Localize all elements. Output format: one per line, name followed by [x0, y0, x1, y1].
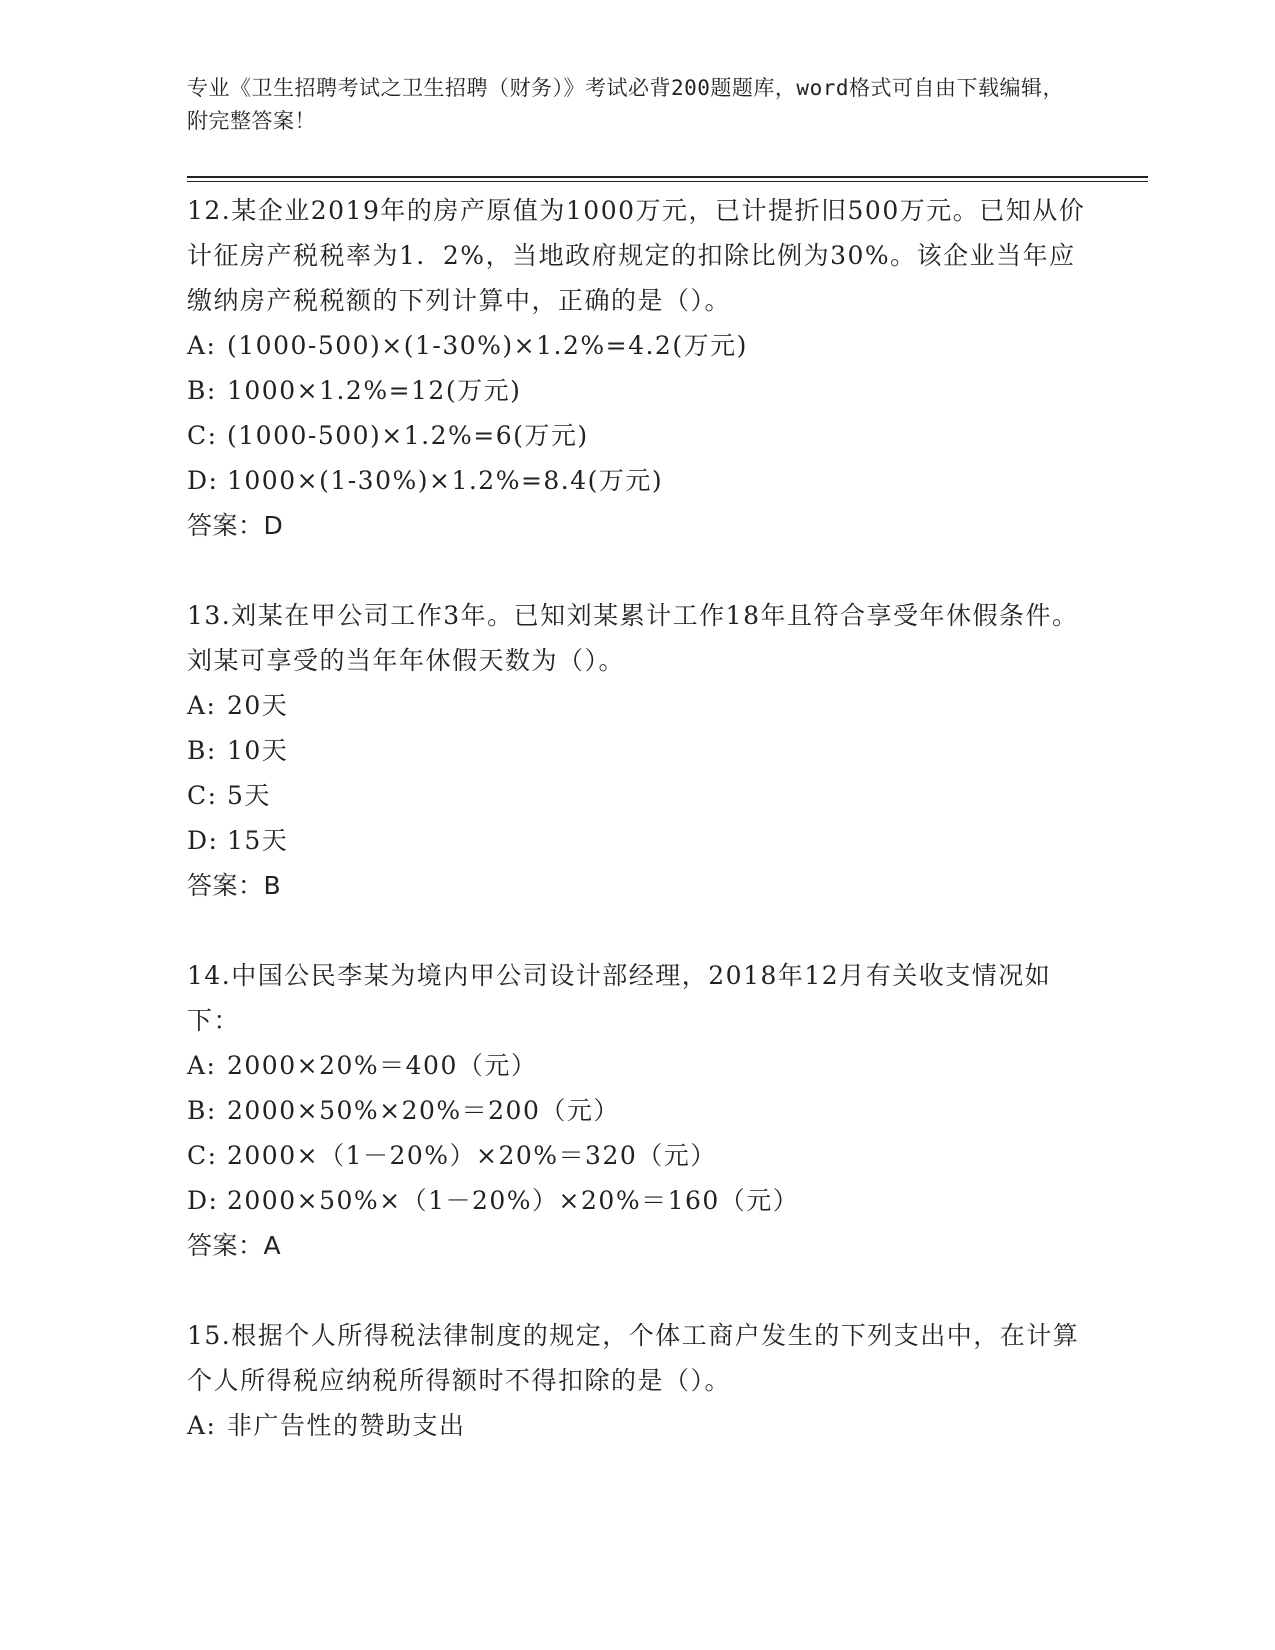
option-key: A: [187, 1051, 217, 1080]
option-d [187, 818, 1087, 863]
question-13 [187, 593, 1087, 908]
question-15 [187, 1313, 1087, 1448]
header-rule-thin [187, 181, 1148, 182]
question-stem: 12.某企业2019年的房产原值为1000万元，已计提折旧500万元。已知从价计征房产税税率为1．2%，当地政府规定的扣除比例为30%。该企业当年应缴纳房产税税额的下列计算中，正确的是（）。 [187, 196, 1086, 315]
question-stem: 15.根据个人所得税法律制度的规定，个体工商户发生的下列支出中，在计算个人所得税应纳税所得额时不得扣除的是（）。 [187, 1321, 1080, 1395]
option-text: 2000×（1－20%）×20%＝320（元） [227, 1141, 717, 1170]
option-key: C: [187, 1141, 218, 1170]
option-key: B: [187, 736, 217, 765]
question-14 [187, 953, 1087, 1268]
option-key: D: [187, 826, 219, 855]
option-a [187, 1043, 1087, 1088]
option-text: 10天 [227, 736, 289, 765]
option-text: 20天 [227, 691, 289, 720]
option-text: 2000×50%×20%＝200（元） [227, 1096, 620, 1125]
option-a [187, 1403, 1087, 1448]
option-key: C: [187, 421, 218, 450]
answer-line: 答案：A [187, 1231, 282, 1260]
question-list [187, 188, 1087, 1493]
option-b [187, 368, 1087, 413]
option-text: 1000×(1-30%)×1.2%=8.4(万元) [227, 466, 664, 495]
option-key: D: [187, 1186, 219, 1215]
option-text: 2000×50%×（1－20%）×20%＝160（元） [227, 1186, 800, 1215]
option-text: (1000-500)×1.2%=6(万元) [227, 421, 589, 450]
option-key: A: [187, 1411, 217, 1440]
option-text: 非广告性的赞助支出 [227, 1411, 466, 1440]
option-key: A: [187, 691, 217, 720]
document-header: 专业《卫生招聘考试之卫生招聘（财务）》考试必背200题题库，word格式可自由下载编辑，附完整答案！ [187, 76, 1064, 133]
question-stem: 13.刘某在甲公司工作3年。已知刘某累计工作18年且符合享受年休假条件。刘某可享受的当年年休假天数为（）。 [187, 601, 1079, 675]
answer-line: 答案：D [187, 511, 284, 540]
option-c [187, 1133, 1087, 1178]
option-c [187, 413, 1087, 458]
option-key: D: [187, 466, 219, 495]
option-key: B: [187, 376, 217, 405]
answer-line: 答案：B [187, 871, 282, 900]
header-rule-thick [187, 176, 1148, 178]
question-stem: 14.中国公民李某为境内甲公司设计部经理，2018年12月有关收支情况如下： [187, 961, 1052, 1035]
option-a [187, 323, 1087, 368]
option-text: (1000-500)×(1-30%)×1.2%=4.2(万元) [227, 331, 748, 360]
question-12 [187, 188, 1087, 548]
option-key: A: [187, 331, 217, 360]
option-b [187, 1088, 1087, 1133]
option-text: 1000×1.2%=12(万元) [227, 376, 522, 405]
option-a [187, 683, 1087, 728]
option-d [187, 1178, 1087, 1223]
option-c [187, 773, 1087, 818]
option-key: B: [187, 1096, 217, 1125]
option-key: C: [187, 781, 218, 810]
option-text: 2000×20%＝400（元） [227, 1051, 538, 1080]
option-text: 5天 [227, 781, 271, 810]
option-text: 15天 [227, 826, 289, 855]
option-d [187, 458, 1087, 503]
option-b [187, 728, 1087, 773]
